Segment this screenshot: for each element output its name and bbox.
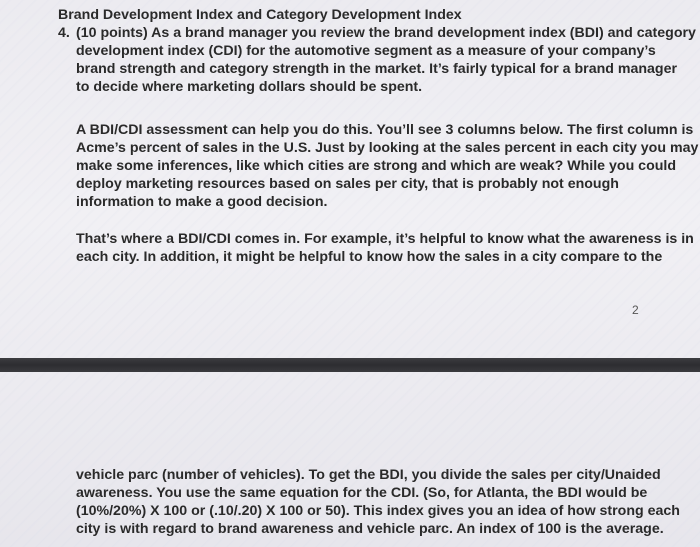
document-title: Brand Development Index and Category Development Index bbox=[58, 7, 462, 23]
text-line: deploy marketing resources based on sales per city, that is probably not enough bbox=[76, 176, 619, 193]
text-line: (10 points) As a brand manager you review the brand development index (BDI) and category bbox=[76, 25, 696, 41]
question-paragraph-2 bbox=[76, 121, 699, 211]
text-line: awareness. You use the same equation for the CDI. (So, for Atlanta, the BDI would be bbox=[76, 485, 648, 502]
text-line: Acme’s percent of sales in the U.S. Just by looking at the sales percent in each city you may bbox=[76, 140, 699, 157]
text-line: development index (CDI) for the automotive segment as a measure of your company’s bbox=[76, 43, 656, 60]
text-line: That’s where a BDI/CDI comes in. For example, it’s helpful to know what the awareness is in bbox=[76, 231, 694, 247]
text-line: vehicle parc (number of vehicles). To get the BDI, you divide the sales per city/Unaided bbox=[76, 467, 661, 483]
text-line: make some inferences, like which cities are strong and which are weak? While you could bbox=[76, 158, 677, 175]
question-paragraph-1 bbox=[76, 24, 696, 96]
text-line: (10%/20%) X 100 or (.10/.20) X 100 or 50). This index gives you an idea of how strong each bbox=[76, 503, 680, 520]
text-line: brand strength and category strength in the market. It’s fairly typical for a brand manager bbox=[76, 61, 678, 78]
question-paragraph-4 bbox=[76, 466, 680, 538]
text-line: city is with regard to brand awareness and vehicle parc. An index of 100 is the average. bbox=[76, 521, 664, 538]
page-break-divider bbox=[0, 358, 700, 372]
text-line: to decide where marketing dollars should be spent. bbox=[76, 79, 423, 96]
question-paragraph-3 bbox=[76, 230, 694, 266]
text-line: information to make a good decision. bbox=[76, 194, 328, 211]
page-number: 2 bbox=[632, 303, 639, 317]
text-line: each city. In addition, it might be helpful to know how the sales in a city compare to the bbox=[76, 249, 663, 266]
text-line: A BDI/CDI assessment can help you do this. You’ll see 3 columns below. The first column is bbox=[76, 122, 694, 138]
question-number: 4. bbox=[58, 25, 70, 41]
